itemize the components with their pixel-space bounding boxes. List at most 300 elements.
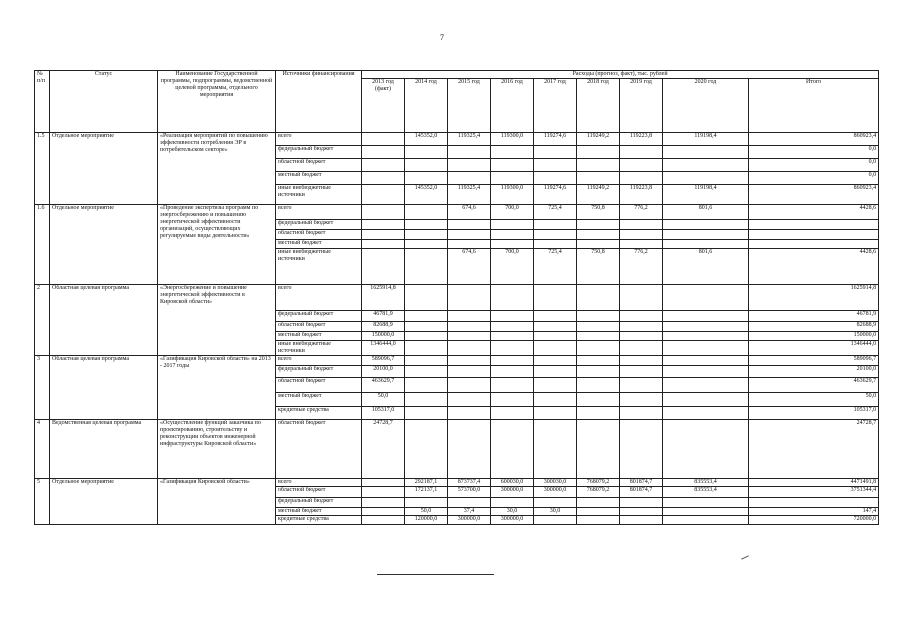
value-cell: 589096,7	[749, 356, 879, 366]
source-cell: федеральный бюджет	[276, 311, 362, 322]
value-cell	[663, 230, 749, 240]
value-cell	[405, 240, 448, 249]
value-cell	[663, 407, 749, 420]
source-cell: областной бюджет	[276, 420, 362, 479]
block-status: Отдельное мероприятие	[50, 479, 158, 525]
value-cell	[577, 407, 620, 420]
value-cell	[620, 285, 663, 311]
source-cell: всего	[276, 133, 362, 146]
value-cell: 873737,4	[448, 479, 491, 487]
value-cell	[448, 172, 491, 185]
source-cell: областной бюджет	[276, 230, 362, 240]
value-cell	[448, 311, 491, 322]
value-cell: 150000,0	[362, 332, 405, 341]
table-row	[35, 285, 879, 311]
block-name: «Осуществление функций заказчика по проектированию, строительству и реконструкции объектов инженерной инфраструктуры Кировской области»	[158, 420, 276, 479]
value-cell	[663, 311, 749, 322]
value-cell	[362, 498, 405, 508]
value-cell	[362, 230, 405, 240]
table-row	[35, 205, 879, 220]
value-cell: 105317,0	[362, 407, 405, 420]
value-cell: 4428,6	[749, 249, 879, 285]
value-cell	[577, 146, 620, 159]
value-cell	[405, 356, 448, 366]
block-name: «Проведение экспертизы программ по энергосбережению и повышению энергетической эффективности организаций, осуществляющих регулируемые виды деятельности»	[158, 205, 276, 285]
value-cell: 20100,0	[362, 366, 405, 378]
value-cell: 801,6	[663, 249, 749, 285]
value-cell	[620, 159, 663, 172]
value-cell	[577, 311, 620, 322]
value-cell: 82688,9	[362, 322, 405, 332]
block-name: «Реализация мероприятий по повышению эффективности потребления ЭР в потребительском секторе»	[158, 133, 276, 205]
value-cell	[663, 498, 749, 508]
value-cell: 119274,6	[534, 133, 577, 146]
value-cell: 172137,1	[405, 487, 448, 498]
value-cell: 30,0	[491, 508, 534, 516]
value-cell	[577, 159, 620, 172]
value-cell	[663, 220, 749, 230]
value-cell	[534, 230, 577, 240]
value-cell	[534, 356, 577, 366]
footer-rule	[377, 574, 494, 575]
value-cell: 860923,4	[749, 185, 879, 205]
value-cell: 750,8	[577, 249, 620, 285]
value-cell: 674,6	[448, 205, 491, 220]
value-cell: 0,0	[749, 172, 879, 185]
value-cell: 1346444,0	[749, 341, 879, 356]
value-cell: 573700,0	[448, 487, 491, 498]
value-cell	[405, 249, 448, 285]
value-cell: 119223,8	[620, 185, 663, 205]
value-cell	[405, 322, 448, 332]
value-cell	[491, 378, 534, 393]
value-cell: 30,0	[534, 508, 577, 516]
value-cell	[448, 220, 491, 230]
value-cell	[491, 393, 534, 407]
value-cell	[620, 366, 663, 378]
source-cell: федеральный бюджет	[276, 220, 362, 230]
value-cell	[620, 516, 663, 525]
block-name: «Газификация Кировской области»	[158, 479, 276, 525]
value-cell	[749, 240, 879, 249]
block-status: Ведомственная целевая программа	[50, 420, 158, 479]
value-cell	[534, 420, 577, 479]
value-cell	[405, 146, 448, 159]
value-cell	[534, 285, 577, 311]
value-cell: 119274,6	[534, 185, 577, 205]
value-cell	[405, 341, 448, 356]
value-cell: 119300,0	[491, 185, 534, 205]
value-cell	[448, 240, 491, 249]
value-cell	[663, 322, 749, 332]
value-cell: 674,6	[448, 249, 491, 285]
header-year: 2016 год	[491, 79, 534, 133]
value-cell	[620, 341, 663, 356]
value-cell	[405, 205, 448, 220]
header-no: № п/п	[35, 71, 50, 133]
value-cell: 4471491,8	[749, 479, 879, 487]
value-cell	[749, 220, 879, 230]
value-cell	[620, 420, 663, 479]
value-cell: 776,2	[620, 249, 663, 285]
value-cell	[534, 332, 577, 341]
value-cell	[620, 393, 663, 407]
value-cell	[448, 285, 491, 311]
value-cell: 46781,9	[362, 311, 405, 322]
value-cell	[405, 366, 448, 378]
value-cell	[577, 516, 620, 525]
source-cell: областной бюджет	[276, 159, 362, 172]
value-cell: 300000,0	[534, 487, 577, 498]
value-cell	[620, 356, 663, 366]
value-cell	[362, 220, 405, 230]
value-cell: 801,6	[663, 205, 749, 220]
value-cell: 119198,4	[663, 185, 749, 205]
source-cell: всего	[276, 479, 362, 487]
source-cell: областной бюджет	[276, 322, 362, 332]
source-cell: федеральный бюджет	[276, 366, 362, 378]
value-cell	[534, 498, 577, 508]
value-cell	[405, 332, 448, 341]
table-header	[35, 71, 879, 133]
value-cell	[749, 498, 879, 508]
value-cell: 801874,7	[620, 487, 663, 498]
value-cell: 292187,1	[405, 479, 448, 487]
block-no: 1.5	[35, 133, 50, 205]
source-cell: областной бюджет	[276, 378, 362, 393]
value-cell: 120000,0	[405, 516, 448, 525]
header-expenses: Расходы (прогноз, факт), тыс. рублей	[362, 71, 879, 79]
value-cell	[534, 146, 577, 159]
value-cell	[663, 378, 749, 393]
value-cell: 4428,6	[749, 205, 879, 220]
header-year: 2015 год	[448, 79, 491, 133]
value-cell: 300000,0	[448, 516, 491, 525]
value-cell	[448, 341, 491, 356]
source-cell: областной бюджет	[276, 487, 362, 498]
value-cell	[534, 311, 577, 322]
value-cell: 600030,0	[491, 479, 534, 487]
value-cell: 20100,0	[749, 366, 879, 378]
value-cell	[663, 172, 749, 185]
value-cell	[362, 172, 405, 185]
source-cell: федеральный бюджет	[276, 498, 362, 508]
pen-mark	[741, 555, 749, 559]
value-cell	[491, 356, 534, 366]
value-cell	[577, 322, 620, 332]
block-no: 1.6	[35, 205, 50, 285]
value-cell	[491, 366, 534, 378]
value-cell	[405, 393, 448, 407]
value-cell	[448, 146, 491, 159]
value-cell: 105317,0	[749, 407, 879, 420]
value-cell	[620, 508, 663, 516]
value-cell: 145352,0	[405, 133, 448, 146]
source-cell: всего	[276, 356, 362, 366]
value-cell	[448, 332, 491, 341]
value-cell	[577, 172, 620, 185]
value-cell	[663, 356, 749, 366]
value-cell	[620, 332, 663, 341]
table-body	[35, 133, 879, 525]
value-cell	[448, 366, 491, 378]
value-cell	[491, 332, 534, 341]
value-cell	[663, 366, 749, 378]
value-cell: 119325,4	[448, 133, 491, 146]
value-cell: 589096,7	[362, 356, 405, 366]
value-cell: 24728,7	[749, 420, 879, 479]
table-row	[35, 133, 879, 146]
value-cell	[362, 146, 405, 159]
value-cell: 0,0	[749, 146, 879, 159]
value-cell	[491, 159, 534, 172]
source-cell: местный бюджет	[276, 393, 362, 407]
value-cell	[491, 322, 534, 332]
value-cell	[663, 332, 749, 341]
value-cell: 50,0	[749, 393, 879, 407]
value-cell	[620, 498, 663, 508]
value-cell	[362, 205, 405, 220]
value-cell	[620, 172, 663, 185]
value-cell	[448, 420, 491, 479]
value-cell	[577, 230, 620, 240]
value-cell	[448, 230, 491, 240]
value-cell	[491, 285, 534, 311]
source-cell: всего	[276, 205, 362, 220]
value-cell: 119300,0	[491, 133, 534, 146]
value-cell	[405, 230, 448, 240]
value-cell: 1625914,8	[749, 285, 879, 311]
value-cell	[362, 249, 405, 285]
value-cell	[362, 508, 405, 516]
source-cell: иные внебюджетные источники	[276, 341, 362, 356]
value-cell	[663, 159, 749, 172]
value-cell	[405, 311, 448, 322]
value-cell: 750,8	[577, 205, 620, 220]
value-cell	[620, 220, 663, 230]
value-cell: 119223,8	[620, 133, 663, 146]
value-cell	[663, 146, 749, 159]
value-cell	[663, 341, 749, 356]
value-cell	[577, 341, 620, 356]
value-cell: 801874,7	[620, 479, 663, 487]
value-cell	[362, 133, 405, 146]
source-cell: федеральный бюджет	[276, 146, 362, 159]
source-cell: всего	[276, 285, 362, 311]
value-cell	[448, 498, 491, 508]
value-cell: 46781,9	[749, 311, 879, 322]
block-no: 4	[35, 420, 50, 479]
value-cell	[663, 285, 749, 311]
value-cell	[577, 356, 620, 366]
value-cell: 700,0	[491, 205, 534, 220]
block-status: Областная целевая программа	[50, 285, 158, 356]
value-cell	[491, 498, 534, 508]
value-cell	[491, 420, 534, 479]
value-cell: 119325,4	[448, 185, 491, 205]
value-cell	[577, 393, 620, 407]
value-cell	[362, 159, 405, 172]
block-status: Областная целевая программа	[50, 356, 158, 420]
value-cell	[405, 159, 448, 172]
value-cell	[534, 240, 577, 249]
value-cell	[534, 407, 577, 420]
source-cell: местный бюджет	[276, 240, 362, 249]
value-cell: 835553,4	[663, 479, 749, 487]
block-no: 5	[35, 479, 50, 525]
value-cell	[491, 172, 534, 185]
source-cell: кредитные средства	[276, 407, 362, 420]
value-cell	[577, 332, 620, 341]
header-year: 2019 год	[620, 79, 663, 133]
header-year: 2017 год	[534, 79, 577, 133]
table-row	[35, 420, 879, 479]
value-cell: 768079,2	[577, 487, 620, 498]
value-cell: 0,0	[749, 159, 879, 172]
value-cell	[448, 356, 491, 366]
source-cell: местный бюджет	[276, 508, 362, 516]
value-cell	[362, 185, 405, 205]
value-cell: 150000,0	[749, 332, 879, 341]
value-cell	[577, 285, 620, 311]
source-cell: кредитные средства	[276, 516, 362, 525]
block-status: Отдельное мероприятие	[50, 205, 158, 285]
value-cell	[362, 487, 405, 498]
value-cell	[405, 172, 448, 185]
value-cell	[577, 240, 620, 249]
table-row	[35, 479, 879, 487]
value-cell	[620, 230, 663, 240]
value-cell	[534, 220, 577, 230]
value-cell	[577, 378, 620, 393]
value-cell	[663, 516, 749, 525]
value-cell: 37,4	[448, 508, 491, 516]
value-cell	[534, 159, 577, 172]
value-cell	[620, 322, 663, 332]
block-name: «Энергосбережение и повышение энергетической эффективности в Кировской области»	[158, 285, 276, 356]
value-cell: 50,0	[405, 508, 448, 516]
value-cell	[362, 479, 405, 487]
value-cell	[491, 230, 534, 240]
value-cell	[534, 322, 577, 332]
block-no: 3	[35, 356, 50, 420]
value-cell	[577, 366, 620, 378]
value-cell: 720000,0	[749, 516, 879, 525]
value-cell	[663, 240, 749, 249]
block-name: «Газификация Кировской области» на 2013 - 2017 годы	[158, 356, 276, 420]
value-cell: 119249,2	[577, 185, 620, 205]
value-cell: 725,4	[534, 249, 577, 285]
value-cell	[749, 230, 879, 240]
value-cell	[448, 407, 491, 420]
value-cell: 860923,4	[749, 133, 879, 146]
source-cell: иные внебюджетные источники	[276, 249, 362, 285]
value-cell	[405, 220, 448, 230]
header-year: Итого	[749, 79, 879, 133]
header-name: Наименование Государственной программы, подпрограммы, ведомственной целевой программы, отдельного мероприятия	[158, 71, 276, 133]
value-cell	[448, 393, 491, 407]
value-cell: 776,2	[620, 205, 663, 220]
value-cell	[577, 498, 620, 508]
value-cell	[663, 420, 749, 479]
value-cell	[620, 378, 663, 393]
value-cell	[534, 366, 577, 378]
value-cell	[362, 240, 405, 249]
value-cell: 463629,7	[362, 378, 405, 393]
value-cell	[491, 311, 534, 322]
header-year: 2014 год	[405, 79, 448, 133]
source-cell: местный бюджет	[276, 332, 362, 341]
value-cell	[534, 516, 577, 525]
value-cell	[491, 220, 534, 230]
value-cell: 24728,7	[362, 420, 405, 479]
value-cell	[405, 378, 448, 393]
value-cell: 1625914,8	[362, 285, 405, 311]
value-cell	[491, 146, 534, 159]
value-cell: 119249,2	[577, 133, 620, 146]
table-row	[35, 356, 879, 366]
value-cell	[534, 393, 577, 407]
value-cell: 82688,9	[749, 322, 879, 332]
value-cell: 300000,0	[491, 516, 534, 525]
header-source: Источники финансирования	[276, 71, 362, 133]
value-cell	[534, 172, 577, 185]
value-cell	[491, 240, 534, 249]
value-cell	[663, 508, 749, 516]
value-cell	[491, 341, 534, 356]
value-cell	[448, 159, 491, 172]
value-cell	[620, 407, 663, 420]
value-cell	[620, 240, 663, 249]
value-cell	[448, 378, 491, 393]
value-cell: 463629,7	[749, 378, 879, 393]
expenses-table	[34, 70, 879, 525]
value-cell: 119198,4	[663, 133, 749, 146]
value-cell: 3751344,4	[749, 487, 879, 498]
header-year: 2013 год (факт)	[362, 79, 405, 133]
value-cell: 300000,0	[491, 487, 534, 498]
value-cell	[405, 407, 448, 420]
source-cell: местный бюджет	[276, 172, 362, 185]
value-cell	[620, 311, 663, 322]
value-cell: 835553,4	[663, 487, 749, 498]
value-cell	[534, 378, 577, 393]
block-no: 2	[35, 285, 50, 356]
header-status: Статус	[50, 71, 158, 133]
value-cell: 700,0	[491, 249, 534, 285]
value-cell: 725,4	[534, 205, 577, 220]
value-cell: 145352,0	[405, 185, 448, 205]
value-cell	[534, 341, 577, 356]
value-cell	[491, 407, 534, 420]
value-cell	[448, 322, 491, 332]
value-cell: 768079,2	[577, 479, 620, 487]
value-cell	[620, 146, 663, 159]
value-cell: 1346444,0	[362, 341, 405, 356]
source-cell: иные внебюджетные источники	[276, 185, 362, 205]
value-cell: 300030,0	[534, 479, 577, 487]
value-cell	[405, 285, 448, 311]
value-cell	[362, 516, 405, 525]
value-cell	[405, 498, 448, 508]
page-number: 7	[440, 33, 444, 42]
value-cell: 50,0	[362, 393, 405, 407]
value-cell: 147,4	[749, 508, 879, 516]
value-cell	[577, 220, 620, 230]
value-cell	[577, 508, 620, 516]
block-status: Отдельное мероприятие	[50, 133, 158, 205]
value-cell	[577, 420, 620, 479]
